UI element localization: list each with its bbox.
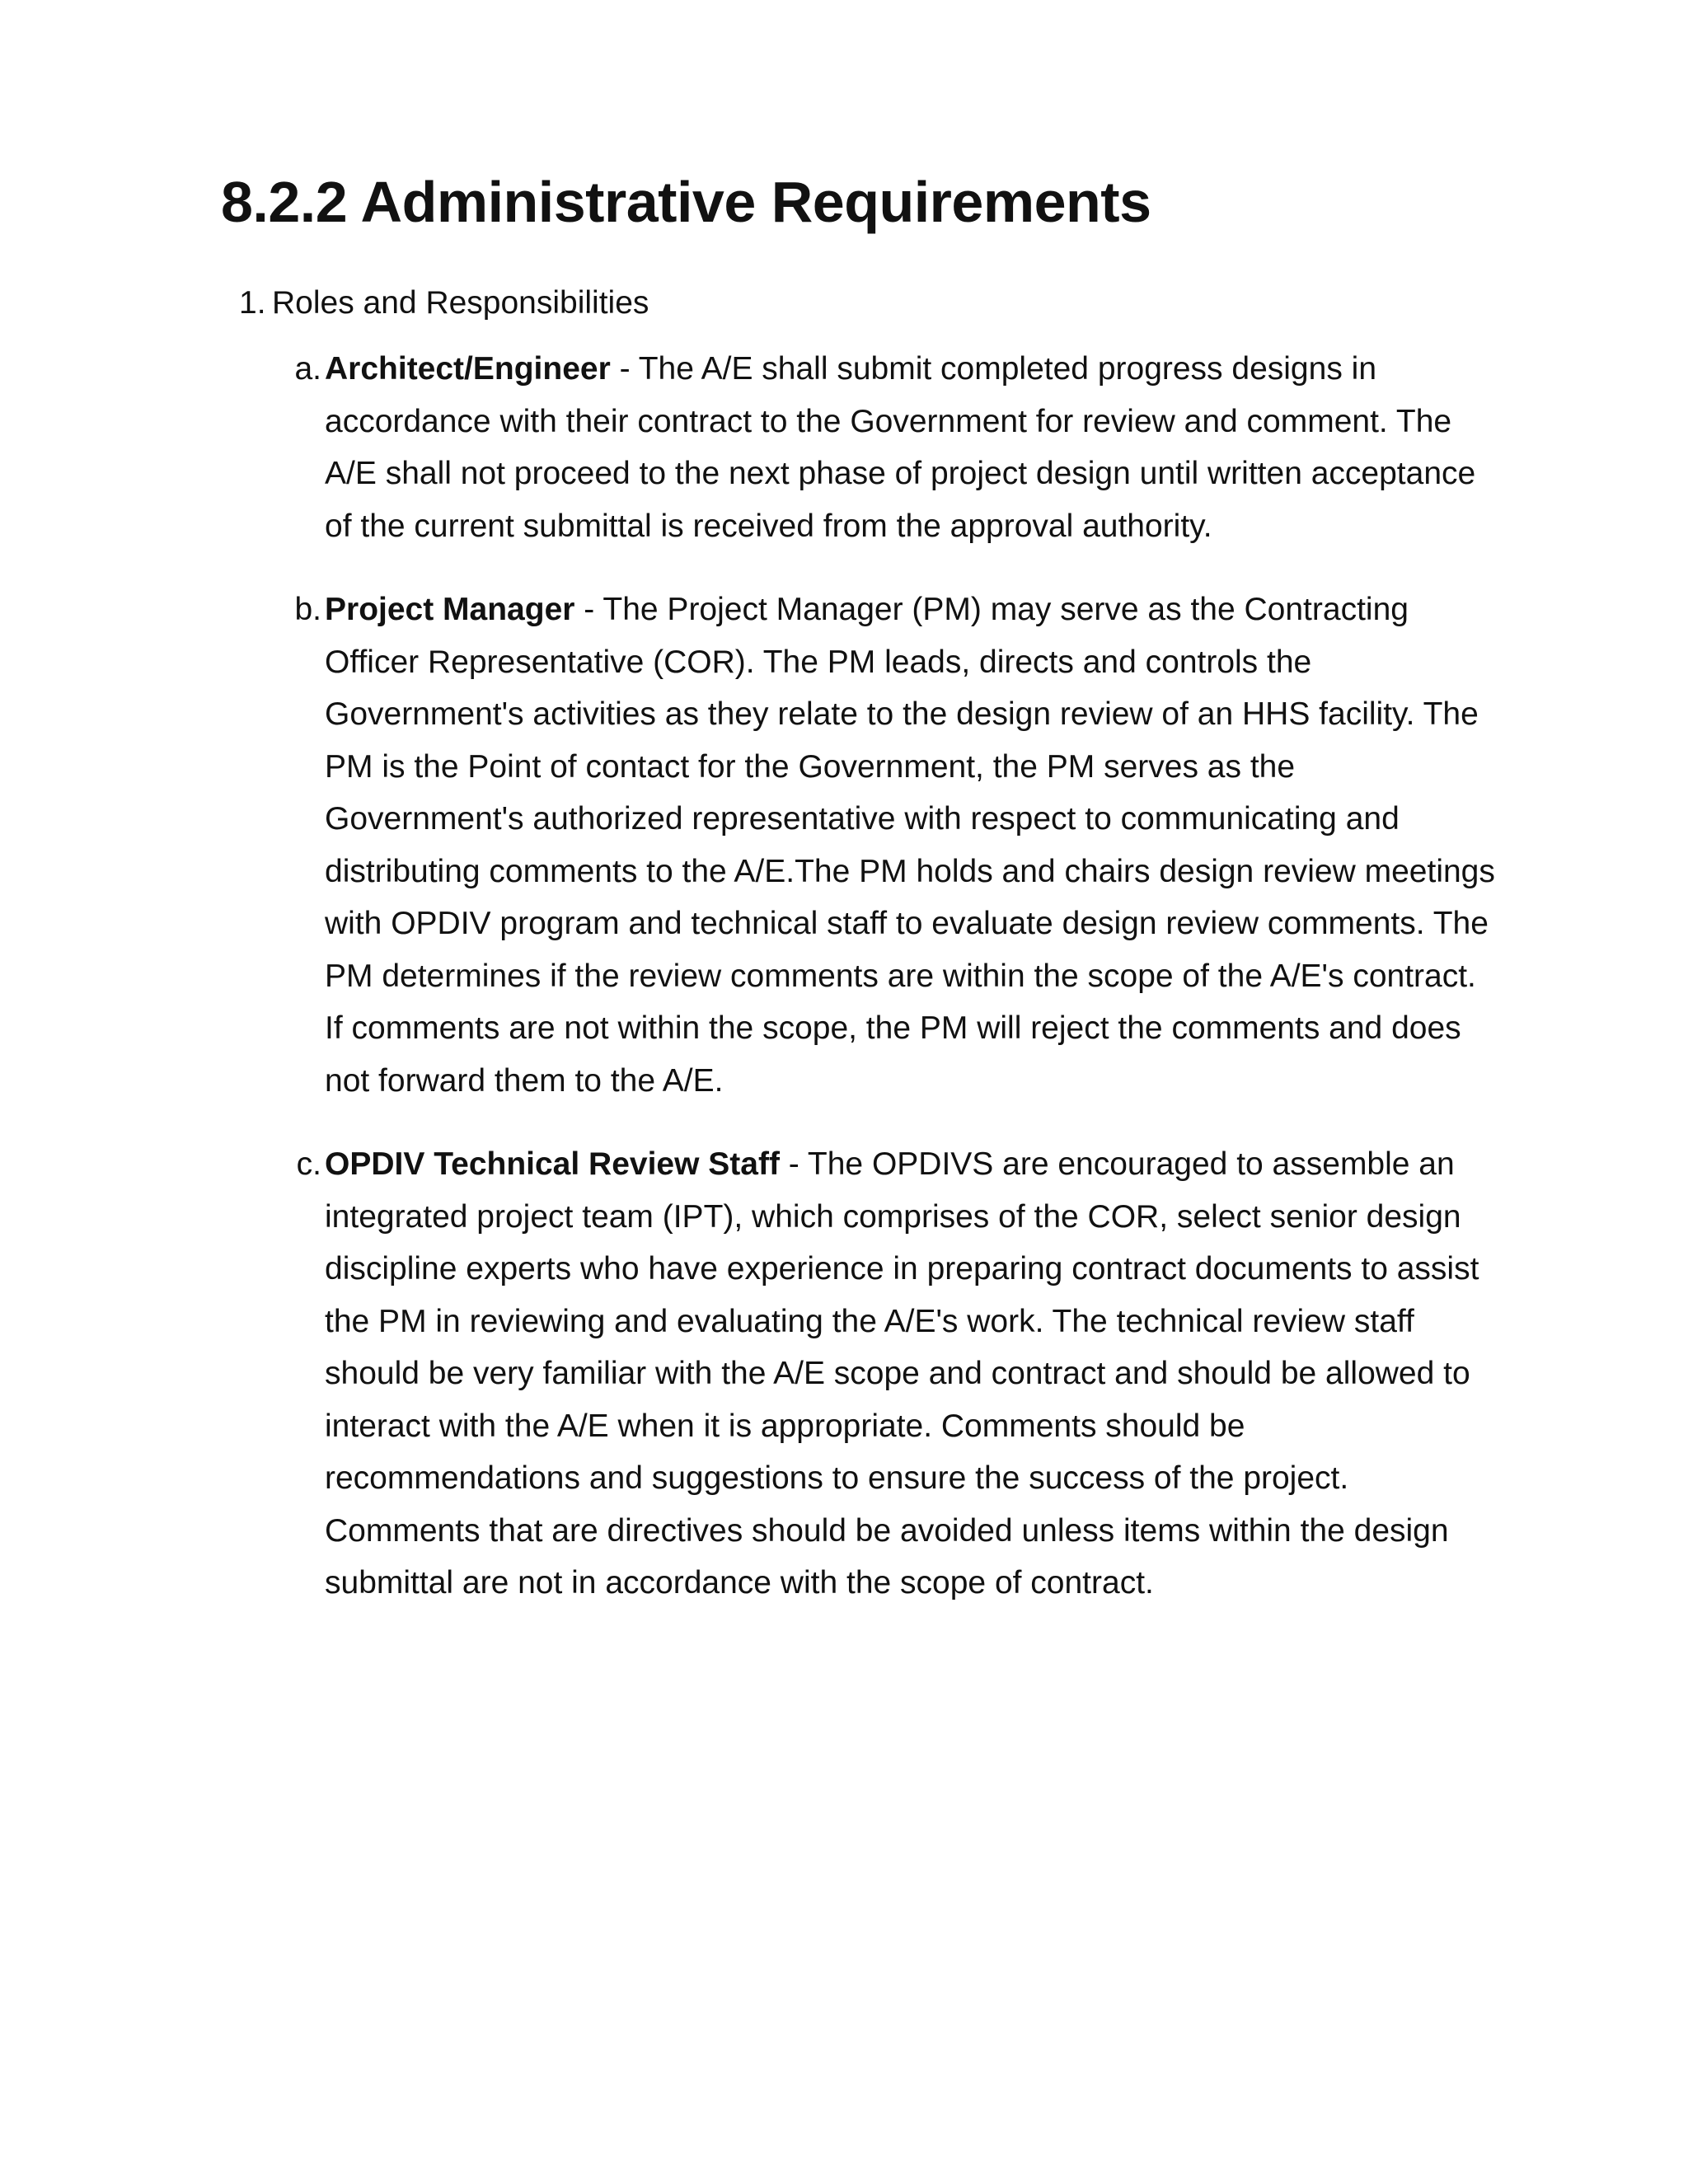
list-marker: c. <box>296 1146 321 1182</box>
list-item-architect-engineer <box>294 343 1495 552</box>
item-term: Architect/Engineer <box>325 351 611 387</box>
item-description: - The A/E shall submit completed progress designs in accordance with their contract to the Government for review and comment. The A/E shall not proceed to the next phase of project design until written acceptance of the current submittal is received from the approval authority. <box>325 351 1476 544</box>
section-roles-and-responsibilities <box>221 277 1495 1610</box>
page-title: 8.2.2 Administrative Requirements <box>221 170 1151 234</box>
section-label: Roles and Responsibilities <box>272 285 649 321</box>
list-marker: a. <box>294 351 321 387</box>
list-item-project-manager <box>294 583 1495 1107</box>
item-term: OPDIV Technical Review Staff <box>325 1146 780 1182</box>
item-description: - The Project Manager (PM) may serve as the Contracting Officer Representative (COR). The PM leads, directs and controls the Government's activities as they relate to the design review of an HHS facility. The PM is the Point of contact for the Government, the PM serves as the Government's authorized representative with respect to communicating and distributing comments to the A/E.The PM holds and chairs design review meetings with OPDIV program and technical staff to evaluate design review comments. The PM determines if the review comments are within the scope of the A/E's contract. If comments are not within the scope, the PM will reject the comments and does not forward them to the A/E. <box>325 592 1495 1099</box>
item-description: - The OPDIVS are encouraged to assemble an integrated project team (IPT), which comprises of the COR, select senior design discipline experts who have experience in preparing contract documents to assist the PM in reviewing and evaluating the A/E's work. The technical review staff should be very familiar with the A/E scope and contract and should be allowed to interact with the A/E when it is appropriate. Comments should be recommendations and suggestions to ensure the success of the project. Comments that are directives should be avoided unless items within the design submittal are not in accordance with the scope of contract. <box>325 1146 1479 1601</box>
item-term: Project Manager <box>325 592 575 627</box>
list-marker: b. <box>294 592 321 627</box>
section-number: 1. <box>239 285 266 321</box>
list-item-opdiv-technical-review-staff <box>296 1138 1495 1610</box>
responsibilities-list <box>221 343 1495 1610</box>
document-page <box>221 157 1495 1641</box>
